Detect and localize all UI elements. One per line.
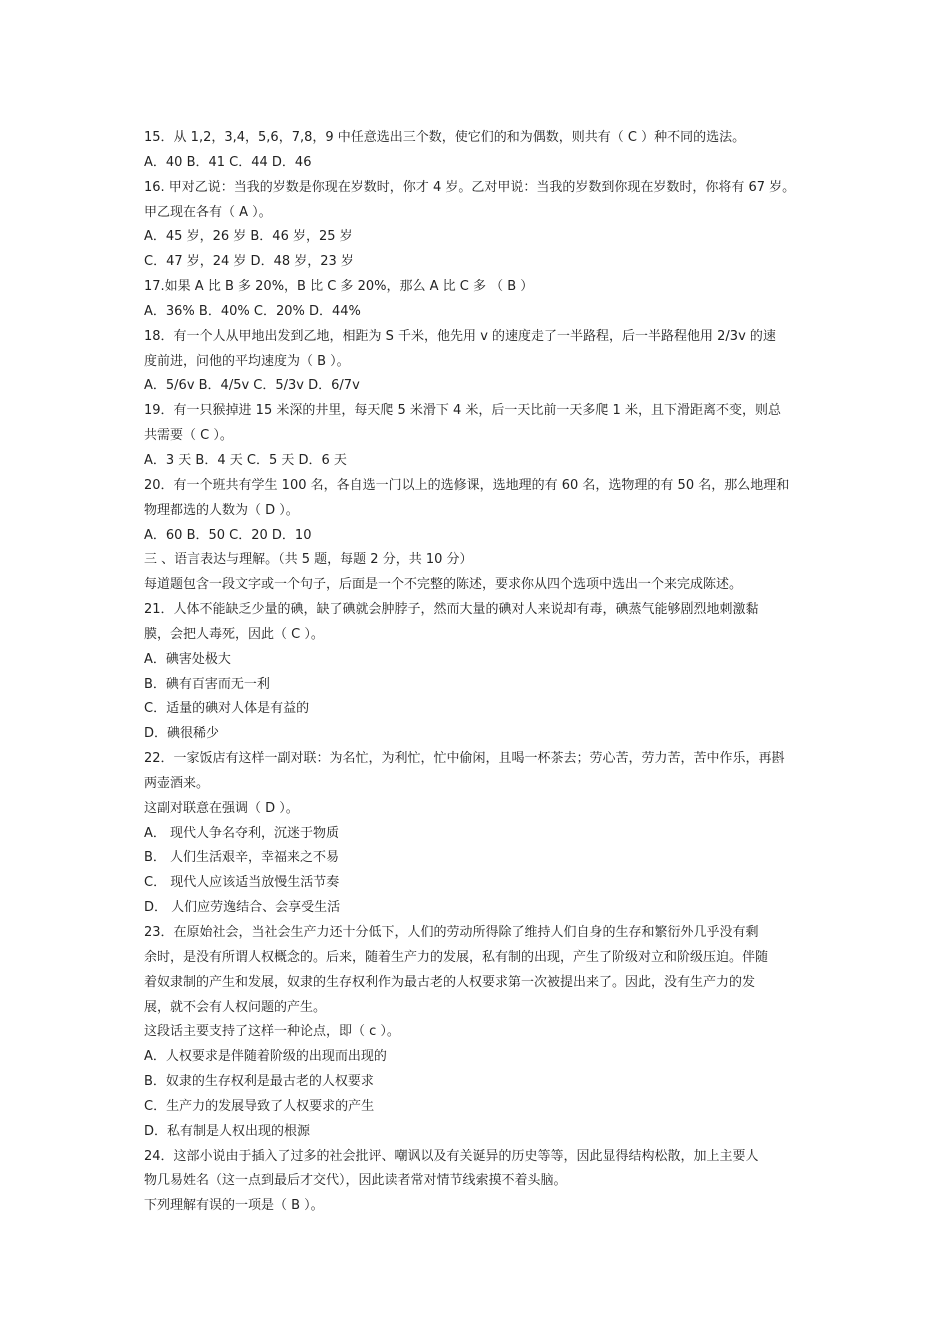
text-line: 着奴隶制的产生和发展，奴隶的生存权利作为最古老的人权要求第一次被提出来了。因此，没有生产力的发 [144,974,756,990]
text-line: A．45 岁，26 岁 B．46 岁，25 岁 [144,229,353,245]
text-line: 这段话主要支持了这样一种论点，即（ c ）。 [144,1024,400,1040]
text-line: 15．从 1,2，3,4，5,6，7,8，9 中任意选出三个数，使它们的和为偶数，则共有（ C ）种不同的选法。 [144,130,746,145]
text-line: 24．这部小说由于插入了过多的社会批评、嘲讽以及有关诞异的历史等等，因此显得结构松散，加上主要人 [144,1148,759,1164]
text-line: 每道题包含一段文字或一个句子，后面是一个不完整的陈述，要求你从四个选项中选出一个来完成陈述。 [144,577,743,593]
text-line: 展，就不会有人权问题的产生。 [144,999,327,1015]
text-line: 物理都选的人数为（ D ）。 [144,502,299,518]
text-line: A．40 B．41 C．44 D．46 [144,154,312,170]
text-line: 度前进，问他的平均速度为（ B ）。 [144,353,350,369]
text-line: A．60 B．50 C．20 D．10 [144,527,312,543]
text-line: 20．有一个班共有学生 100 名，各自选一门以上的选修课，选地理的有 60 名，选物理的有 50 名，那么地理和 [144,477,790,493]
text-line: 这副对联意在强调（ D ）。 [144,800,299,816]
text-line: 16. 甲对乙说：当我的岁数是你现在岁数时，你才 4 岁。乙对甲说：当我的岁数到你现在岁数时，你将有 67 岁。 [144,179,796,195]
text-line: B．奴隶的生存权利是最古老的人权要求 [144,1074,374,1090]
text-line: 17.如果 A 比 B 多 20%，B 比 C 多 20%，那么 A 比 C 多 （ B ） [144,279,534,295]
text-line: A．人权要求是伴随着阶级的出现而出现的 [144,1049,387,1065]
text-line: C．生产力的发展导致了人权要求的产生 [144,1098,375,1114]
text-line: 甲乙现在各有（ A ）。 [144,204,272,220]
text-line: 21．人体不能缺乏少量的碘，缺了碘就会肿脖子，然而大量的碘对人来说却有毒，碘蒸气能够剧烈地刺激黏 [144,602,759,618]
text-line: A．36% B．40% C．20% D．44% [144,303,361,319]
text-line: A．碘害处极大 [144,651,231,667]
text-line: A．3 天 B．4 天 C．5 天 D．6 天 [144,452,347,468]
text-line: A．5/6v B．4/5v C．5/3v D．6/7v [144,378,360,394]
document-body [144,126,816,1219]
text-line: 余时，是没有所谓人权概念的。后来，随着生产力的发展，私有制的出现，产生了阶级对立和阶级压迫。伴随 [144,949,769,965]
text-line: D． 人们应劳逸结合、会享受生活 [144,900,341,916]
text-line: C． 现代人应该适当放慢生活节奏 [144,875,340,891]
text-line: B．碘有百害而无一利 [144,676,270,692]
text-line: A． 现代人争名夺利，沉迷于物质 [144,825,340,841]
text-line: 共需要（ C ）。 [144,428,233,444]
text-line: 膜，会把人毒死，因此（ C ）。 [144,626,324,642]
text-line: 18．有一个人从甲地出发到乙地，相距为 S 千米，他先用 v 的速度走了一半路程，后一半路程他用 2/3v 的速 [144,328,776,344]
text-line: C．47 岁，24 岁 D．48 岁，23 岁 [144,254,354,270]
text-line: 下列理解有误的一项是（ B ）。 [144,1198,324,1214]
text-line: 物几易姓名（这一点到最后才交代），因此读者常对情节线索摸不着头脑。 [144,1173,567,1189]
text-line: B． 人们生活艰辛，幸福来之不易 [144,850,340,866]
text-line: D．私有制是人权出现的根源 [144,1123,311,1139]
text-line: 23．在原始社会，当社会生产力还十分低下，人们的劳动所得除了维持人们自身的生存和繁衍外几乎没有剩 [144,925,759,940]
text-line: 三 、语言表达与理解。（共 5 题，每题 2 分，共 10 分） [144,552,473,568]
text-line: 19．有一只猴掉进 15 米深的井里，每天爬 5 米滑下 4 米，后一天比前一天多爬 1 米，且下滑距离不变，则总 [144,403,781,419]
text-line: D．碘很稀少 [144,726,220,742]
text-line: 22．一家饭店有这样一副对联：为名忙，为利忙，忙中偷闲，且喝一杯茶去；劳心苦，劳力苦，苦中作乐，再斟 [144,751,785,767]
text-line: 两壶酒来。 [144,775,210,791]
text-line: C．适量的碘对人体是有益的 [144,701,310,717]
